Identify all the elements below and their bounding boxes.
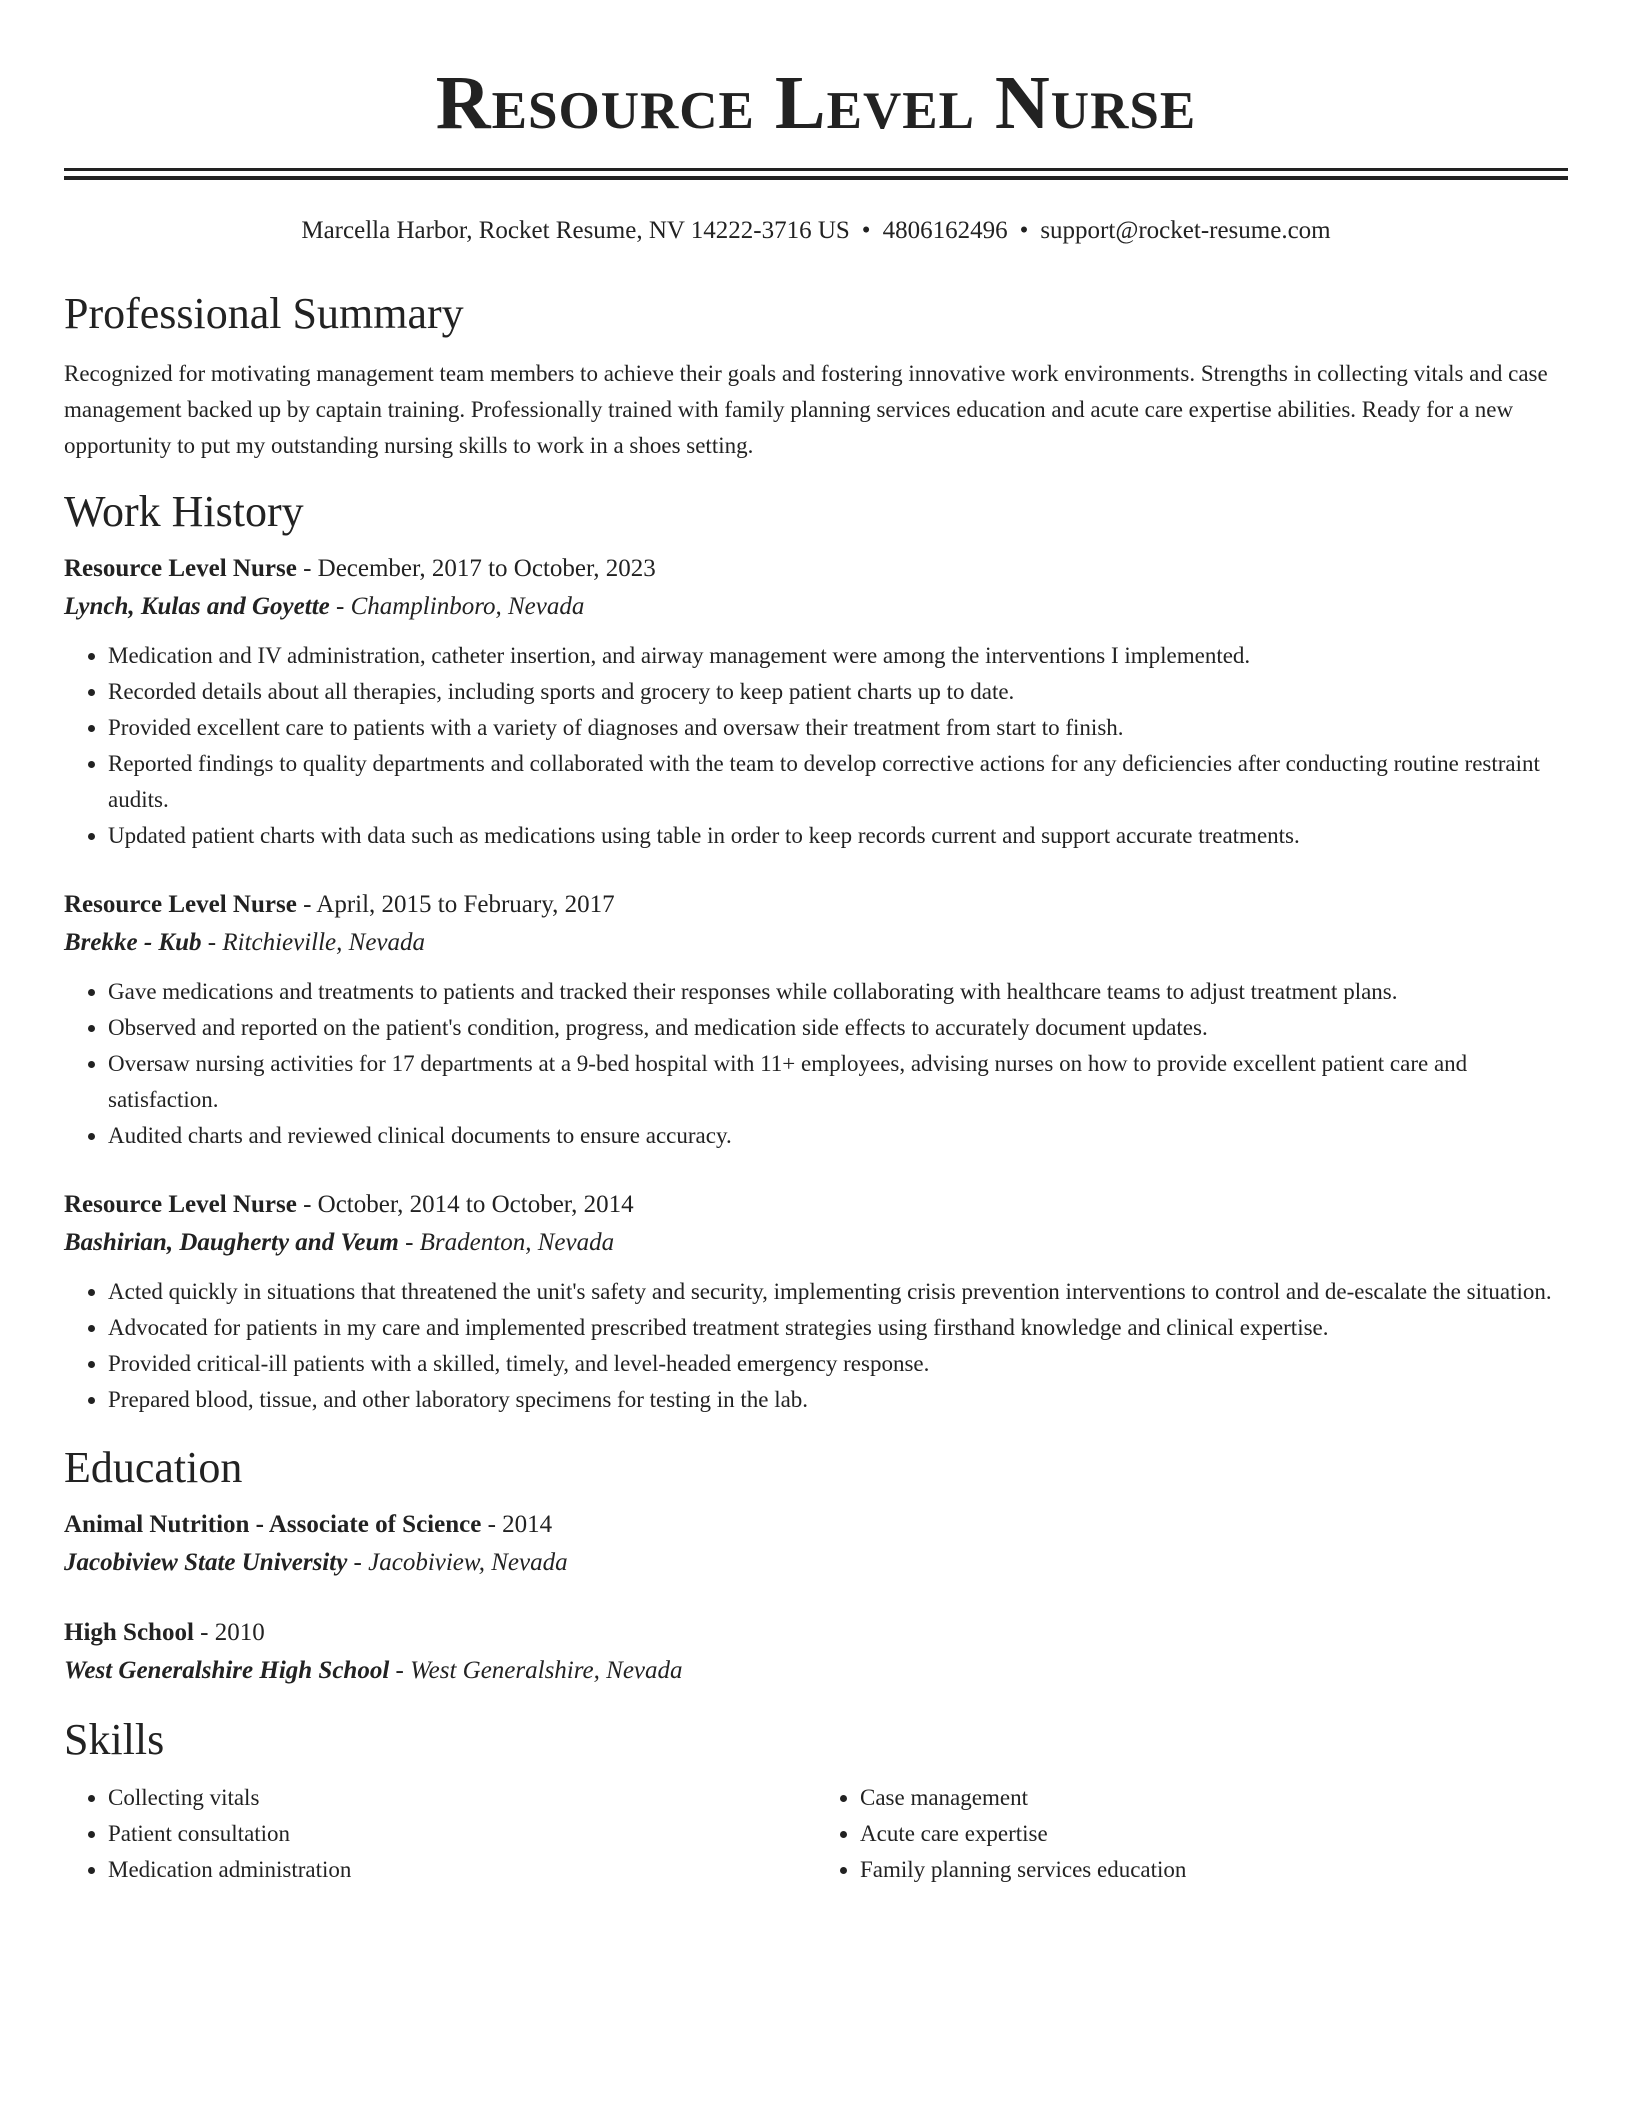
skills-columns (64, 1780, 1568, 1888)
job-title-line (64, 550, 1568, 588)
job-bullets (64, 1274, 1568, 1418)
job-dates: - April, 2015 to February, 2017 (296, 891, 615, 918)
skill-item: • Case management (860, 1780, 1568, 1816)
list-item: • Reported findings to quality departments and collaborated with the team to develop corrective actions for any deficiencies after conducting routine restraint audits. (108, 746, 1568, 818)
education-entry (64, 1506, 1568, 1582)
skills-list-left (64, 1780, 816, 1888)
job-bullets (64, 638, 1568, 854)
list-item: • Updated patient charts with data such as medications using table in order to keep records current and support accurate treatments. (108, 818, 1568, 854)
education-school-line (64, 1544, 1568, 1582)
list-item: • Gave medications and treatments to patients and tracked their responses while collaborating with healthcare teams to adjust treatment plans. (108, 974, 1568, 1010)
contact-line (64, 216, 1568, 246)
education-year: - 2014 (481, 1511, 553, 1538)
job-company-line (64, 1224, 1568, 1262)
list-item: • Audited charts and reviewed clinical documents to ensure accuracy. (108, 1118, 1568, 1154)
job-title: Resource Level Nurse (64, 891, 297, 918)
list-item: • Medication and IV administration, catheter insertion, and airway management were among the interventions I implemented. (108, 638, 1568, 674)
skills-heading: Skills (64, 1715, 165, 1764)
job-entry (64, 886, 1568, 1154)
skill-item: • Medication administration (108, 1852, 816, 1888)
job-bullets (64, 974, 1568, 1154)
summary-heading: Professional Summary (64, 289, 464, 338)
list-item: • Acted quickly in situations that threatened the unit's safety and security, implementing crisis prevention interventions to control and de-escalate the situation. (108, 1274, 1568, 1310)
education-entry (64, 1614, 1568, 1690)
list-item: • Prepared blood, tissue, and other laboratory specimens for testing in the lab. (108, 1382, 1568, 1418)
skill-item: • Collecting vitals (108, 1780, 816, 1816)
contact-separator: • (861, 217, 871, 244)
education-degree: Animal Nutrition - Associate of Science (64, 1511, 482, 1538)
list-item: • Oversaw nursing activities for 17 departments at a 9-bed hospital with 11+ employees, advising nurses on how to provide excellent patient care and satisfaction. (108, 1046, 1568, 1118)
education-school-line (64, 1652, 1568, 1690)
resume-title: Resource Level Nurse (435, 61, 1197, 145)
job-company: Lynch, Kulas and Goyette (64, 593, 330, 620)
summary-text: Recognized for motivating management team members to achieve their goals and fostering innovative work environments. Strengths in collecting vitals and case management backed up by captain training. Professionally trained with family planning services education and acute care expertise abilities. Ready for a new opportunity to put my outstanding nursing skills to work in a shoes setting. (64, 361, 1548, 458)
education-school: West Generalshire High School (64, 1657, 390, 1684)
job-title-line (64, 886, 1568, 924)
job-dates: - October, 2014 to October, 2014 (296, 1191, 634, 1218)
education-school: Jacobiview State University (64, 1549, 348, 1576)
job-company-line (64, 588, 1568, 626)
education-degree-line (64, 1614, 1568, 1652)
education-heading: Education (64, 1443, 243, 1492)
list-item: • Recorded details about all therapies, including sports and grocery to keep patient charts up to date. (108, 674, 1568, 710)
job-location: - Ritchieville, Nevada (201, 929, 426, 956)
education-location: - Jacobiview, Nevada (347, 1549, 568, 1576)
job-title-line (64, 1186, 1568, 1224)
job-entry (64, 1186, 1568, 1418)
skill-item: • Family planning services education (860, 1852, 1568, 1888)
work-history-heading: Work History (64, 487, 304, 536)
contact-address: Marcella Harbor, Rocket Resume, NV 14222-3716 US (301, 217, 850, 244)
job-entry (64, 550, 1568, 854)
education-degree-line (64, 1506, 1568, 1544)
job-company: Bashirian, Daugherty and Veum (64, 1229, 399, 1256)
skill-item: • Acute care expertise (860, 1816, 1568, 1852)
contact-phone: 4806162496 (882, 217, 1008, 244)
education-location: - West Generalshire, Nevada (389, 1657, 683, 1684)
skill-item: • Patient consultation (108, 1816, 816, 1852)
job-title: Resource Level Nurse (64, 1191, 297, 1218)
job-location: - Bradenton, Nevada (398, 1229, 615, 1256)
job-title: Resource Level Nurse (64, 555, 297, 582)
education-degree: High School (64, 1619, 194, 1646)
contact-separator: • (1019, 217, 1029, 244)
title-divider (64, 168, 1568, 180)
job-company-line (64, 924, 1568, 962)
job-dates: - December, 2017 to October, 2023 (296, 555, 656, 582)
job-location: - Champlinboro, Nevada (329, 593, 585, 620)
education-year: - 2010 (193, 1619, 265, 1646)
list-item: • Observed and reported on the patient's condition, progress, and medication side effects to accurately document updates. (108, 1010, 1568, 1046)
list-item: • Provided critical-ill patients with a skilled, timely, and level-headed emergency response. (108, 1346, 1568, 1382)
skills-list-right (816, 1780, 1568, 1888)
list-item: • Advocated for patients in my care and implemented prescribed treatment strategies using firsthand knowledge and clinical expertise. (108, 1310, 1568, 1346)
contact-email: support@rocket-resume.com (1040, 217, 1331, 244)
list-item: • Provided excellent care to patients with a variety of diagnoses and oversaw their treatment from start to finish. (108, 710, 1568, 746)
job-company: Brekke - Kub (64, 929, 202, 956)
